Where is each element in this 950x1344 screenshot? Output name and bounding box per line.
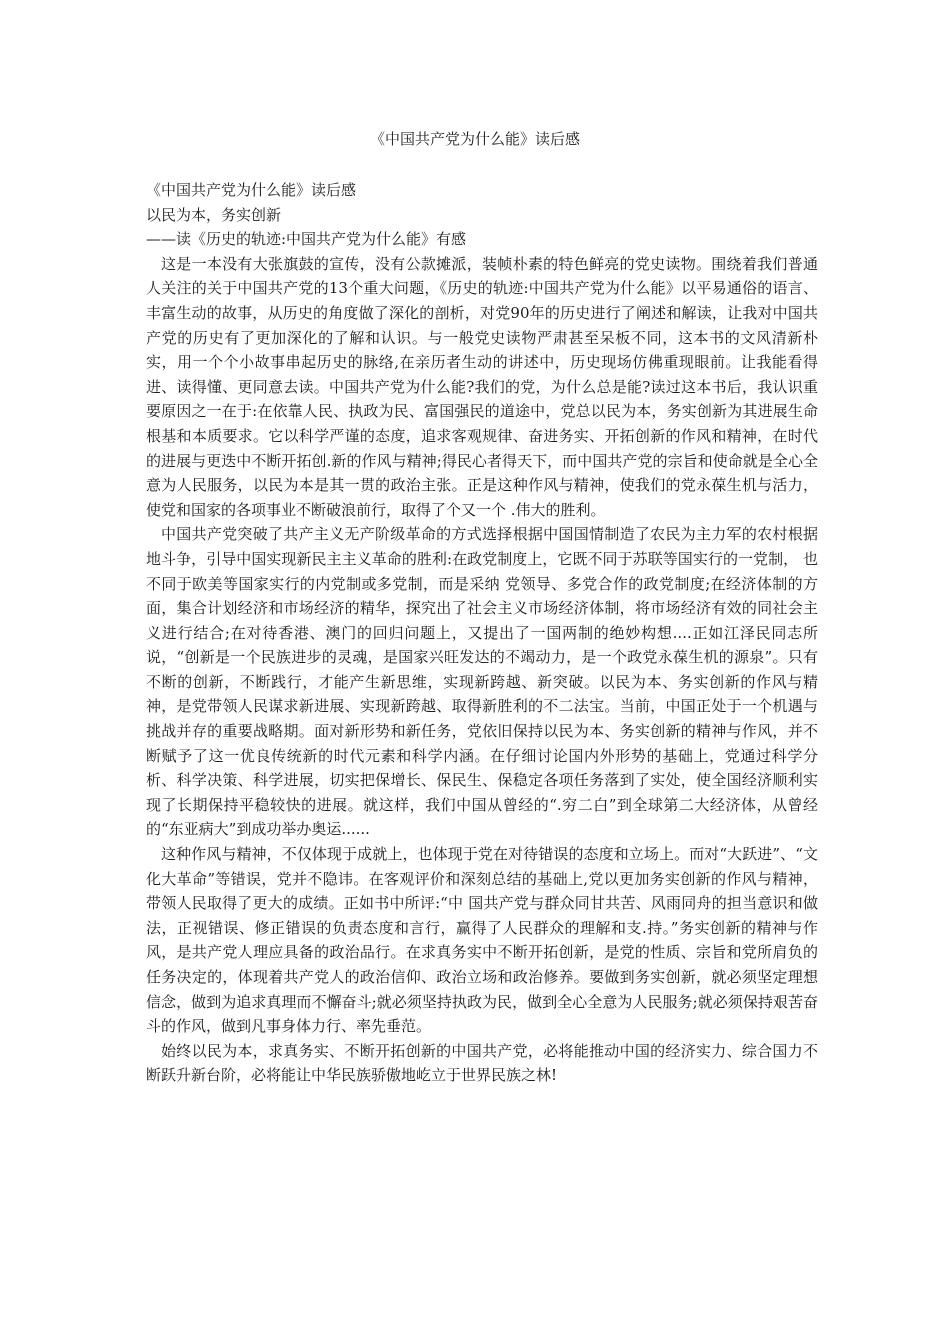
paragraph-1: 这是一本没有大张旗鼓的宣传，没有公款摊派，装帧朴素的特色鲜亮的党史读物。围绕着我们普通人关注的关于中国共产党的13个重大问题，《历史的轨迹:中国共产党为什么能》以平易通俗的语言、丰富生动的故事，从历史的角度做了深化的剖析，对党90年的历史进行了阐述和解读，让我对中国共产党的历史有了更加深化的了解和认识。与一般党史读物严肃甚至呆板不同，这本书的文风清新朴实，用一个个小故事串起历史的脉络,在亲历者生动的讲述中，历史现场仿佛重现眼前。让我能看得进、读得懂、更同意去读。中国共产党为什么能?我们的党，为什么总是能?读过这本书后，我认识重要原因之一在于:在依靠人民、执政为民、富国强民的道途中，党总以民为本，务实创新为其进展生命根基和本质要求。它以科学严谨的态度，追求客观规律、奋进务实、开拓创新的作风和精神，在时代的进展与更迭中不断开拓创.新的作风与精神;得民心者得天下，而中国共产党的宗旨和使命就是全心全意为人民服务，以民为本是其一贯的政治主张。正是这种作风与精神，使我们的党永葆生机与活力，使党和国家的各项事业不断破浪前行，取得了个又一个 .伟大的胜利。 [146,254,818,519]
heading-line-3: ——读《历史的轨迹:中国共产党为什么能》有感 [146,230,467,249]
paragraph-2: 中国共产党突破了共产主义无产阶级革命的方式选择根据中国国情制造了农民为主力军的农村根据地斗争，引导中国实现新民主主义革命的胜利:在政党制度上，它既不同于苏联等国实行的一党制， 也不同于欧美等国家实行的内党制或多党制，而是采纳 党领导、多党合作的政党制度;在经济体制的方面，集合计划经济和市场经济的精华，探究出了社会主义市场经济体制，将市场经济有效的同社会主义进行结合;在对待香港、澳门的回归问题上，又提出了一国两制的绝妙构想....正如江泽民同志所说，“创新是一个民族进步的灵魂，是国家兴旺发达的不竭动力，是一个政党永葆生机的源泉”。只有不断的创新，不断践行，才能产生新思维，实现新跨越、新突破。以民为本、务实创新的作风与精神，是党带领人民谋求新进展、实现新跨越、取得新胜利的不二法宝。当前，中国正处于一个机遇与挑战并存的重要战略期。面对新形势和新任务，党依旧保持以民为本、务实创新的精神与作风，并不断赋予了这一优良传统新的时代元素和科学内涵。在仔细讨论国内外形势的基础上，党通过科学分析、科学决策、科学进展，切实把保增长、保民生、保稳定各项任务落到了实处，使全国经济顺利实现了长期保持平稳较快的进展。就这样，我们中国从曾经的“.穷二白”到全球第二大经济体，从曾经的“东亚病大”到成功举办奥运...... [146,525,818,839]
heading-line-1: 《中国共产党为什么能》读后感 [146,181,357,199]
heading-line-2: 以民为本，务实创新 [146,205,282,224]
document-body [146,178,818,1088]
paragraph-4: 始终以民为本，求真务实、不断开拓创新的中国共产党，必将能推动中国的经济实力、综合国力不断跃升新台阶，必将能让中华民族骄傲地屹立于世界民族之林! [146,1041,818,1085]
document-title: 《中国共产党为什么能》读后感 [369,130,580,148]
paragraph-3: 这种作风与精神，不仅体现于成就上，也体现于党在对待错误的态度和立场上。而对“大跃进”、“文化大革命”等错误，党并不隐讳。在客观评价和深刻总结的基础上,党以更加务实创新的作风与精神，带领人民取得了更大的成绩。正如书中所评:“中 国共产党与群众同甘共苦、风雨同舟的担当意识和做法，正视错误、修正错误的负责态度和言行，赢得了人民群众的理解和支.持。”务实创新的精神与作风，是共产党人理应具备的政治品行。在求真务实中不断开拓创新，是党的性质、宗旨和党所肩负的任务决定的，体现着共产党人的政治信仰、政治立场和政治修养。要做到务实创新，就必须坚定理想信念，做到为追求真理而不懈奋斗;就必须坚持执政为民，做到全心全意为人民服务;就必须保持艰苦奋斗的作风，做到凡事身体力行、率先垂范。 [146,845,818,1036]
